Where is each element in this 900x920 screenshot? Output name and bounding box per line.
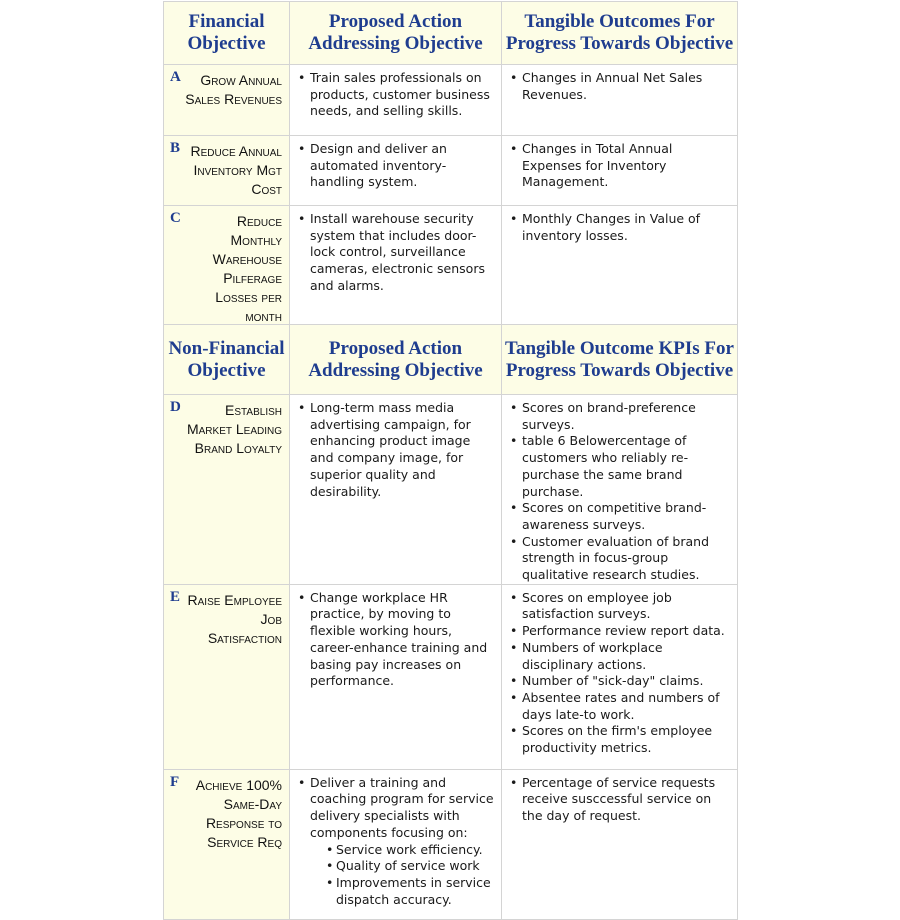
row-letter: A: [170, 69, 181, 85]
list-item: • Improvements in service dispatch accuracy.: [326, 875, 495, 908]
outcome-cell: [502, 584, 738, 769]
list-item: • Service work efficiency.: [326, 842, 495, 859]
row-letter: F: [170, 773, 180, 790]
header-financial-objective: Financial Objective: [164, 2, 290, 65]
outcome-cell: [502, 395, 738, 585]
objective-label: Achieve 100% Same-Day Response to Service Req: [195, 776, 282, 850]
sub-list: [310, 842, 495, 909]
list-item: • Install warehouse security system that includes door-lock control, surveillance cameras, electronic sensors and alarms.: [298, 211, 495, 295]
action-cell: [290, 769, 502, 919]
list-item: • Customer evaluation of brand strength in focus-group qualitative research studies.: [510, 534, 731, 584]
outcome-cell: [502, 206, 738, 327]
list-item: • Changes in Annual Net Sales Revenues.: [510, 70, 731, 103]
list-item: • Design and deliver an automated inventory-handling system.: [298, 141, 495, 191]
row-letter: E: [170, 588, 181, 605]
objective-cell: [164, 206, 290, 327]
list-item: [298, 775, 495, 909]
objective-cell: [164, 395, 290, 585]
header-tangible-outcomes: Tangible Outcomes For Progress Towards Objective: [502, 2, 738, 65]
table-row: [164, 65, 738, 136]
outcome-cell: [502, 65, 738, 136]
objective-label: Reduce Monthly Warehouse Pilferage Losses per month: [212, 213, 282, 324]
action-text: Deliver a training and coaching program for service delivery specialists with components focusing on:: [310, 774, 494, 840]
list-item: • Quality of service work: [326, 858, 495, 875]
outcome-cell: [502, 769, 738, 919]
list-item: • Absentee rates and numbers of days late-to work.: [510, 690, 731, 723]
list-item: • Train sales professionals on products, customer business needs, and selling skills.: [298, 70, 495, 120]
action-cell: [290, 206, 502, 327]
table-row: [164, 136, 738, 206]
outcome-cell: [502, 136, 738, 206]
row-letter: C: [170, 210, 181, 226]
objective-cell: [164, 769, 290, 919]
list-item: • Change workplace HR practice, by moving to flexible working hours, career-enhance training and basing pay increases on performance.: [298, 590, 495, 690]
list-item: • Scores on brand-preference surveys.: [510, 400, 731, 433]
financial-objectives-table: [163, 1, 738, 327]
objective-cell: [164, 65, 290, 136]
row-letter: D: [170, 399, 181, 415]
list-item: • Scores on competitive brand-awareness surveys.: [510, 500, 731, 533]
list-item: • Scores on employee job satisfaction surveys.: [510, 590, 731, 623]
table-row: [164, 206, 738, 327]
list-item: • table 6 Belowercentage of customers who reliably re-purchase the same brand purchase.: [510, 433, 731, 500]
header-non-financial-objective: Non-Financial Objective: [164, 325, 290, 395]
action-cell: [290, 395, 502, 585]
list-item: • Performance review report data.: [510, 623, 731, 640]
list-item: • Monthly Changes in Value of inventory losses.: [510, 211, 731, 244]
objective-cell: [164, 136, 290, 206]
non-financial-objectives-table: [163, 324, 738, 920]
action-cell: [290, 136, 502, 206]
header-proposed-action: Proposed Action Addressing Objective: [290, 325, 502, 395]
action-cell: [290, 65, 502, 136]
list-item: • Number of "sick-day" claims.: [510, 673, 731, 690]
objective-label: Establish Market Leading Brand Loyalty: [186, 402, 282, 456]
table-row: [164, 395, 738, 585]
action-cell: [290, 584, 502, 769]
objective-cell: [164, 584, 290, 769]
row-letter: B: [170, 140, 181, 156]
header-proposed-action: Proposed Action Addressing Objective: [290, 2, 502, 65]
list-item: • Changes in Total Annual Expenses for Inventory Management.: [510, 141, 731, 191]
header-tangible-outcome-kpis: Tangible Outcome KPIs For Progress Towards Objective: [502, 325, 738, 395]
objective-label: Raise Employee Job Satisfaction: [187, 591, 282, 646]
list-item: • Scores on the firm's employee productivity metrics.: [510, 723, 731, 756]
table-row: [164, 584, 738, 769]
list-item: • Percentage of service requests receive susccessful service on the day of request.: [510, 775, 731, 825]
list-item: • Numbers of workplace disciplinary actions.: [510, 640, 731, 673]
table-row: [164, 769, 738, 919]
objective-label: Grow Annual Sales Revenues: [185, 72, 282, 107]
objective-label: Reduce Annual Inventory Mgt Cost: [190, 143, 282, 197]
list-item: • Long-term mass media advertising campaign, for enhancing product image and company image, for superior quality and desirability.: [298, 400, 495, 500]
